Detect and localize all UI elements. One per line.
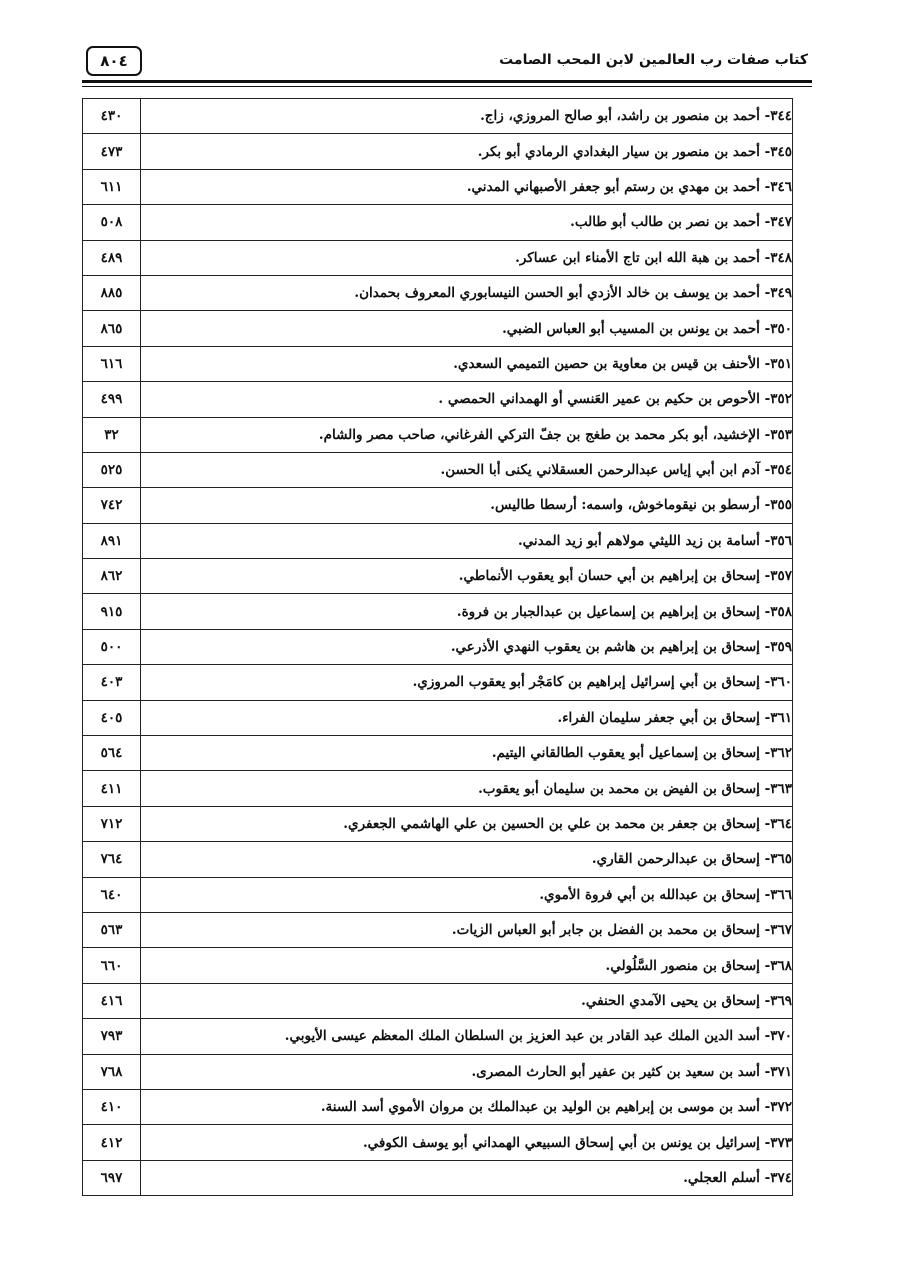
page-reference: ٤٣٠ [83,99,141,134]
index-entry: ٣٦٠- إسحاق بن أبي إسرائيل إبراهيم بن كامَجْر أبو يعقوب المروزي. [141,665,793,700]
page-reference: ٨٩١ [83,523,141,558]
index-entry: ٣٧٠- أسد الدين الملك عبد القادر بن عبد العزيز بن السلطان الملك المعظم عيسى الأيوبي. [141,1019,793,1054]
table-row [83,594,793,629]
table-row [83,983,793,1018]
page-reference: ٤١٦ [83,983,141,1018]
index-entry: ٣٥٢- الأحوص بن حكيم بن عمير العَنسي أو الهمداني الحمصي . [141,382,793,417]
table-row [83,665,793,700]
index-entry: ٣٦٤- إسحاق بن جعفر بن محمد بن علي بن الحسين بن علي الهاشمي الجعفري. [141,806,793,841]
index-entry: ٣٥٠- أحمد بن يونس بن المسيب أبو العباس الضبي. [141,311,793,346]
index-entry: ٣٦٥- إسحاق بن عبدالرحمن القاري. [141,842,793,877]
index-entry: ٣٦١- إسحاق بن أبي جعفر سليمان الفراء. [141,700,793,735]
table-row [83,806,793,841]
header-rule-thick [82,80,812,83]
page-reference: ٦٦٠ [83,948,141,983]
table-row [83,99,793,134]
table-row [83,346,793,381]
header-rule-thin [82,86,812,87]
page-number: ٨٠٤ [86,46,142,76]
table-row [83,1089,793,1124]
table-row [83,842,793,877]
page-reference: ٤٠٥ [83,700,141,735]
index-entry: ٣٦٢- إسحاق بن إسماعيل أبو يعقوب الطالقاني اليتيم. [141,736,793,771]
index-table [82,98,793,1196]
page-reference: ٨٨٥ [83,275,141,310]
table-row [83,382,793,417]
index-entry: ٣٤٦- أحمد بن مهدي بن رستم أبو جعفر الأصبهاني المدني. [141,169,793,204]
table-row [83,1160,793,1195]
page-reference: ٣٢ [83,417,141,452]
table-row [83,240,793,275]
table-row [83,1019,793,1054]
table-row [83,275,793,310]
page-reference: ٩١٥ [83,594,141,629]
table-row [83,877,793,912]
page-reference: ٦١٦ [83,346,141,381]
page-reference: ٤٧٣ [83,134,141,169]
table-row [83,488,793,523]
index-entry: ٣٥٨- إسحاق بن إبراهيم بن إسماعيل بن عبدالجبار بن فروة. [141,594,793,629]
index-entry: ٣٦٩- إسحاق بن يحيى الآمدي الحنفي. [141,983,793,1018]
page-reference: ٨٦٥ [83,311,141,346]
table-row [83,134,793,169]
page-reference: ٥٠٨ [83,205,141,240]
page-reference: ٤١١ [83,771,141,806]
index-entry: ٣٦٣- إسحاق بن الفيض بن محمد بن سليمان أبو يعقوب. [141,771,793,806]
page-reference: ٦١١ [83,169,141,204]
table-row [83,771,793,806]
page-reference: ٨٦٢ [83,559,141,594]
page-reference: ٥٦٤ [83,736,141,771]
page-reference: ٥٢٥ [83,452,141,487]
page-reference: ٦٤٠ [83,877,141,912]
index-entry: ٣٤٧- أحمد بن نصر بن طالب أبو طالب. [141,205,793,240]
page-reference: ٧١٢ [83,806,141,841]
index-entry: ٣٤٨- أحمد بن هبة الله ابن تاج الأمناء ابن عساكر. [141,240,793,275]
table-row [83,311,793,346]
table-row [83,417,793,452]
index-entry: ٣٦٨- إسحاق بن منصور السَّلُولي. [141,948,793,983]
page-reference: ٥٠٠ [83,629,141,664]
table-row [83,912,793,947]
table-row [83,205,793,240]
page-reference: ٥٦٣ [83,912,141,947]
page-header [82,42,812,80]
index-entry: ٣٦٧- إسحاق بن محمد بن الفضل بن جابر أبو العباس الزيات. [141,912,793,947]
table-row [83,523,793,558]
page-reference: ٤٩٩ [83,382,141,417]
table-row [83,1125,793,1160]
index-entry: ٣٥٤- آدم ابن أبي إياس عبدالرحمن العسقلاني يكنى أبا الحسن. [141,452,793,487]
index-entry: ٣٥٦- أسامة بن زيد الليثي مولاهم أبو زيد المدني. [141,523,793,558]
table-row [83,629,793,664]
book-title: كتاب صفات رب العالمين لابن المحب الصامت [499,52,808,68]
index-entry: ٣٦٦- إسحاق بن عبدالله بن أبي فروة الأموي. [141,877,793,912]
page-reference: ٤٠٣ [83,665,141,700]
table-row [83,169,793,204]
table-row [83,700,793,735]
index-table-body [83,99,793,1196]
table-row [83,948,793,983]
page-reference: ٧٩٣ [83,1019,141,1054]
table-row [83,559,793,594]
table-row [83,1054,793,1089]
index-entry: ٣٤٥- أحمد بن منصور بن سيار البغدادي الرمادي أبو بكر. [141,134,793,169]
index-entry: ٣٤٩- أحمد بن يوسف بن خالد الأزدي أبو الحسن النيسابوري المعروف بحمدان. [141,275,793,310]
page-reference: ٦٩٧ [83,1160,141,1195]
table-row [83,736,793,771]
page-reference: ٤٨٩ [83,240,141,275]
page-reference: ٧٤٢ [83,488,141,523]
index-entry: ٣٧٣- إسرائيل بن يونس بن أبي إسحاق السبيعي الهمداني أبو يوسف الكوفي. [141,1125,793,1160]
index-entry: ٣٤٤- أحمد بن منصور بن راشد، أبو صالح المروزي، زاج. [141,99,793,134]
index-entry: ٣٥٥- أرسطو بن نيقوماخوش، واسمه: أرسطا طاليس. [141,488,793,523]
page-reference: ٧٦٤ [83,842,141,877]
index-entry: ٣٥٣- الإخشيد، أبو بكر محمد بن طغج بن جفّ التركي الفرغاني، صاحب مصر والشام. [141,417,793,452]
index-entry: ٣٧٤- أسلم العجلي. [141,1160,793,1195]
index-entry: ٣٥٧- إسحاق بن إبراهيم بن أبي حسان أبو يعقوب الأنماطي. [141,559,793,594]
index-entry: ٣٧٢- أسد بن موسى بن إبراهيم بن الوليد بن عبدالملك بن مروان الأموي أسد السنة. [141,1089,793,1124]
index-entry: ٣٥٩- إسحاق بن إبراهيم بن هاشم بن يعقوب النهدي الأذرعي. [141,629,793,664]
index-entry: ٣٧١- أسد بن سعيد بن كثير بن عفير أبو الحارث المصرى. [141,1054,793,1089]
index-entry: ٣٥١- الأحنف بن قيس بن معاوية بن حصين التميمي السعدي. [141,346,793,381]
page-reference: ٤١٢ [83,1125,141,1160]
table-row [83,452,793,487]
page-reference: ٧٦٨ [83,1054,141,1089]
page-reference: ٤١٠ [83,1089,141,1124]
